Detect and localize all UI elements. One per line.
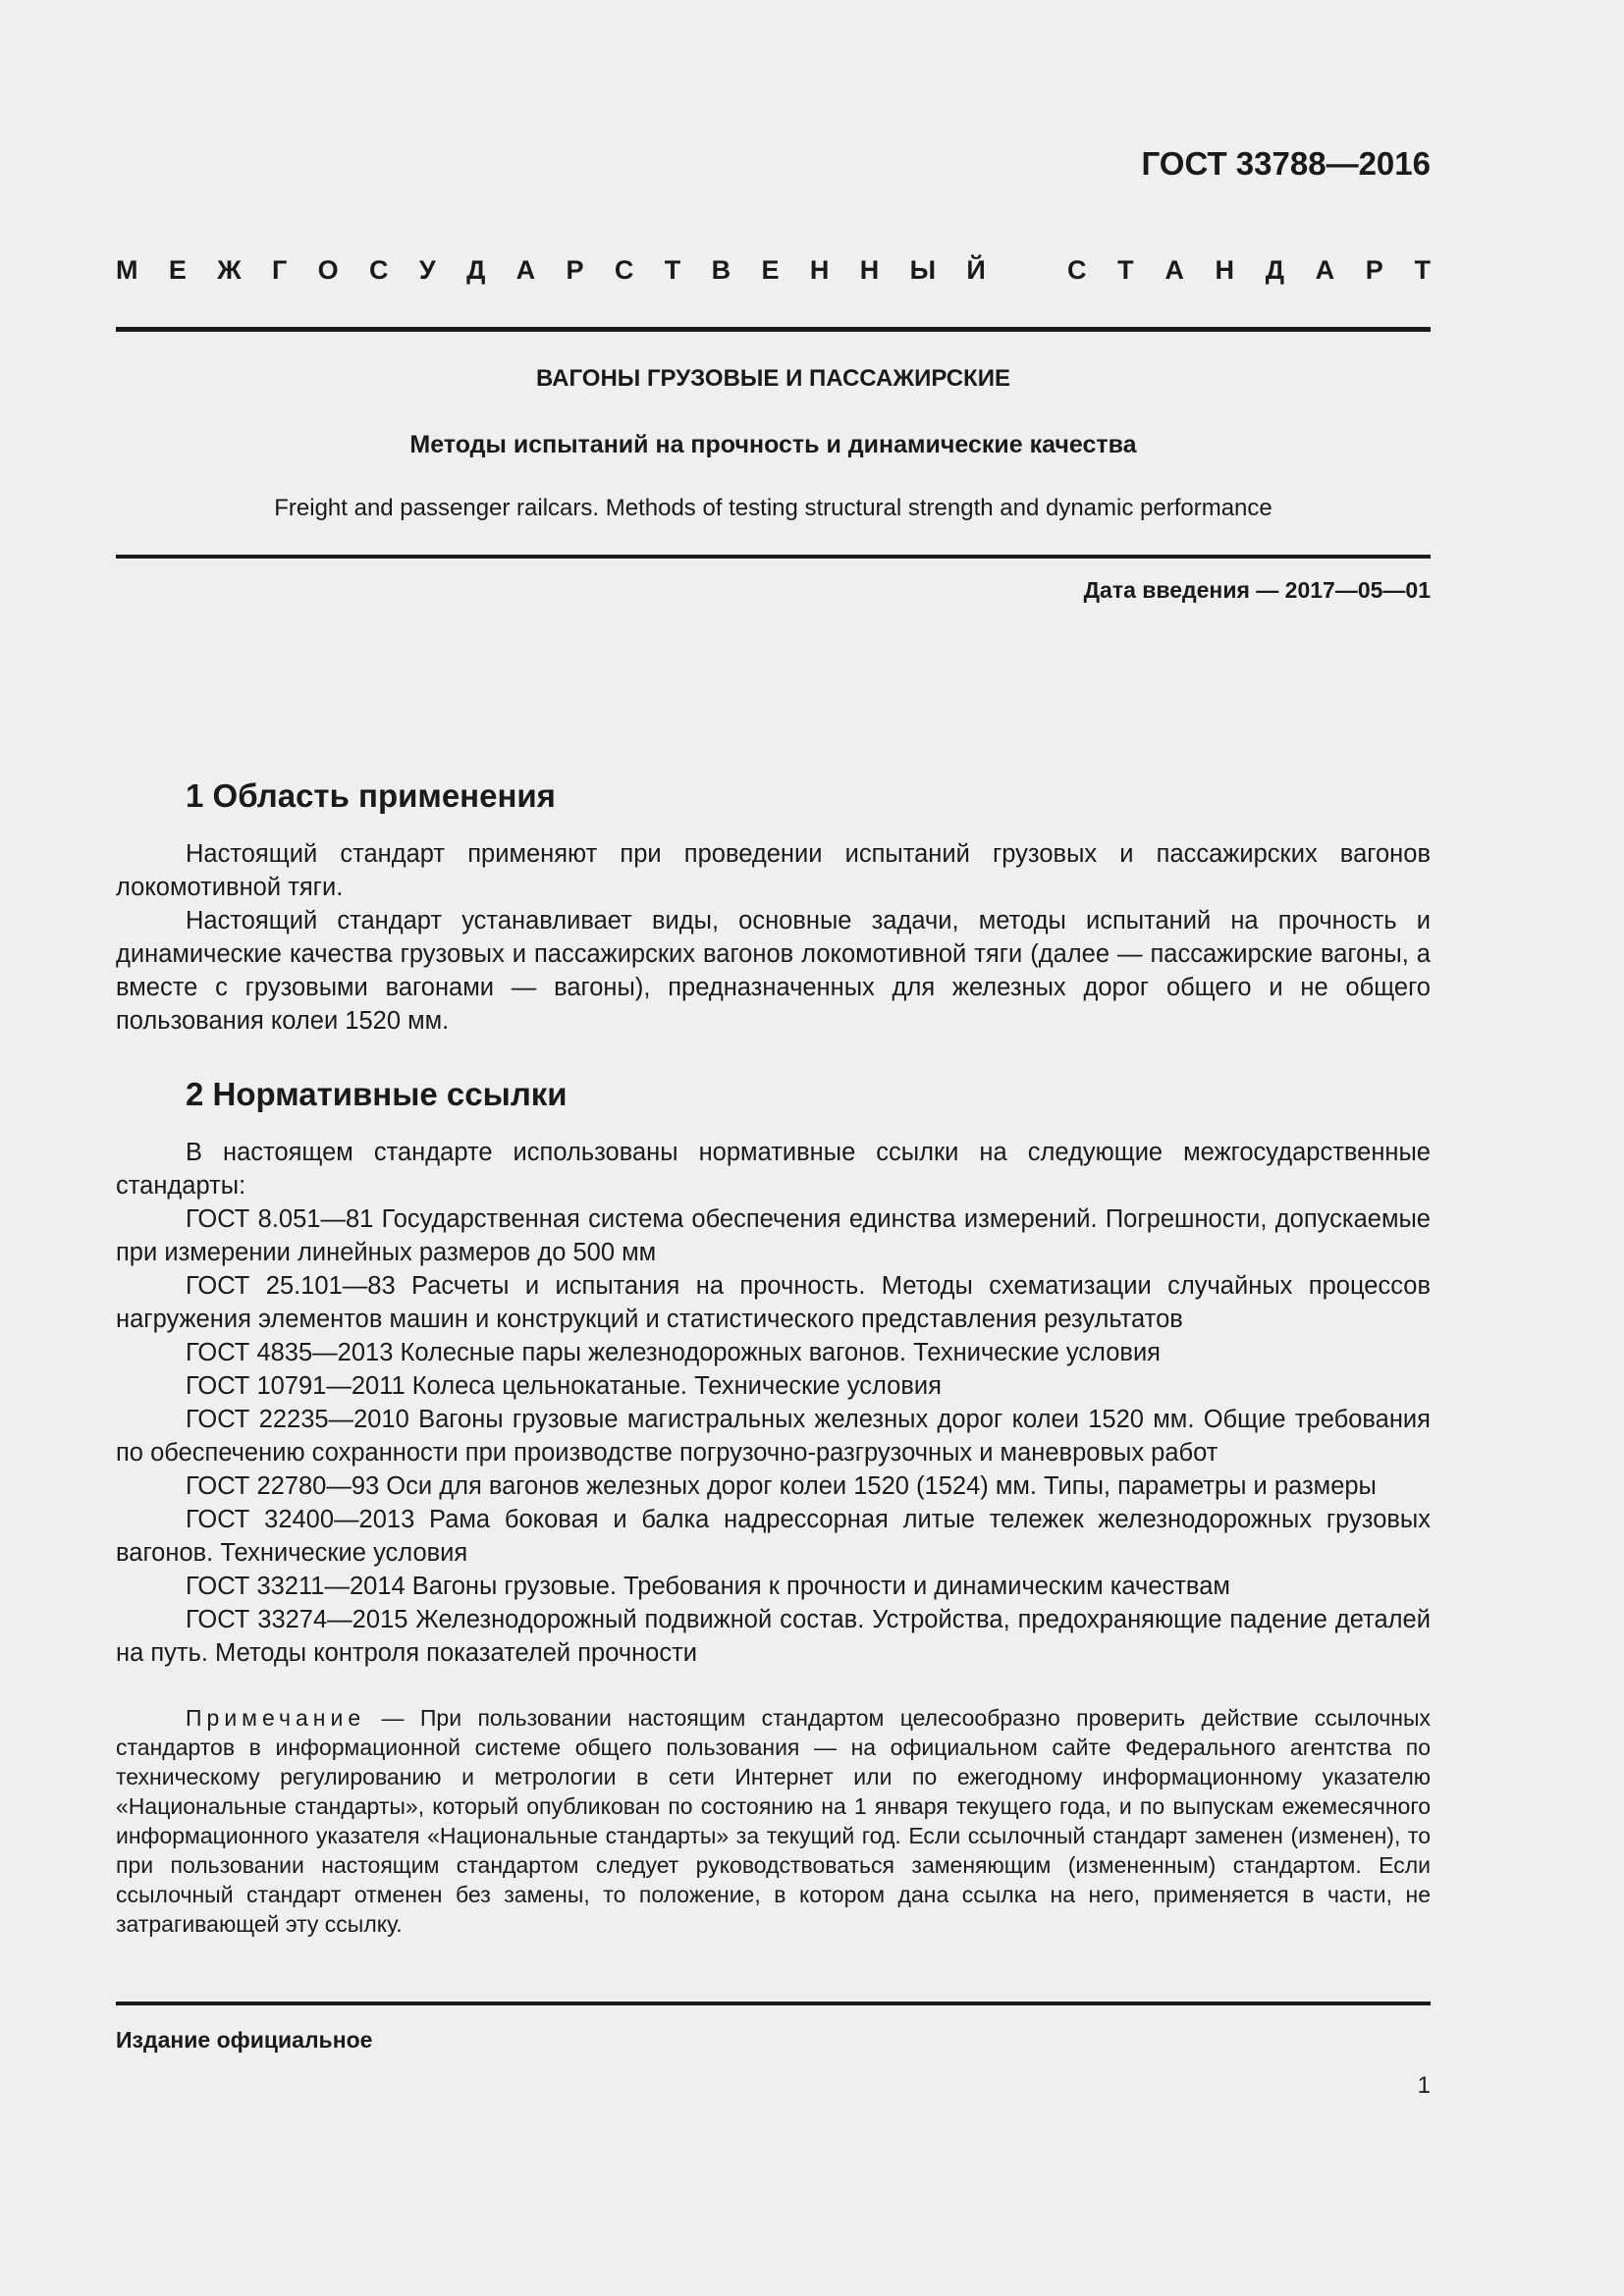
banner-letter: Г: [272, 255, 288, 285]
banner-letter: Т: [664, 255, 681, 285]
reference-item: ГОСТ 25.101—83 Расчеты и испытания на прочность. Методы схематизации случайных процессов нагружения элементов машин и конструкций и статистического представления результатов: [116, 1272, 1431, 1333]
standard-type-word-1: [116, 255, 986, 286]
footer-rule: [116, 2002, 1431, 2005]
scope-paragraph: Настоящий стандарт устанавливает виды, основные задачи, методы испытаний на прочность и динамические качества грузовых и пассажирских вагонов локомотивной тяги (далее — пассажирские вагоны, а вместе с грузовыми вагонами — вагоны), предназначенных для железных дорог общего и не общего пользования колеи 1520 мм.: [116, 907, 1431, 1035]
reference-item: ГОСТ 22235—2010 Вагоны грузовые магистральных железных дорог колеи 1520 мм. Общие требования по обеспечению сохранности при производстве погрузочно-разгрузочных и маневровых работ: [116, 1406, 1431, 1467]
note-text: — При пользовании настоящим стандартом целесообразно проверить действие ссылочных стандартов в информационной системе общего пользования — на официальном сайте Федерального агентства по техническому регулированию и метрологии в сети Интернет или по ежегодному информационному указателю «Национальные стандарты», который опубликован по состоянию на 1 января текущего года, и по выпускам ежемесячного информационного указателя «Национальные стандарты» за текущий год. Если ссылочный стандарт заменен (изменен), то при пользовании настоящим стандартом следует руководствоваться заменяющим (измененным) стандартом. Если ссылочный стандарт отменен без замены, то положение, в котором дана ссылка на него, применяется в части, не затрагивающей эту ссылку.: [116, 1705, 1431, 1937]
banner-letter: Е: [761, 255, 780, 285]
reference-item: ГОСТ 4835—2013 Колесные пары железнодорожных вагонов. Технические условия: [186, 1339, 1161, 1366]
banner-letter: Й: [966, 255, 986, 285]
document-subtitle: Методы испытаний на прочность и динамические качества: [409, 431, 1137, 458]
introduction-date: Дата введения — 2017—05—01: [1083, 577, 1431, 603]
english-title: Freight and passenger railcars. Methods of testing structural strength and dynamic performance: [274, 495, 1272, 521]
title-rule: [116, 555, 1431, 559]
banner-letter: Т: [1414, 255, 1431, 285]
scope-paragraph: Настоящий стандарт применяют при проведении испытаний грузовых и пассажирских вагонов локомотивной тяги.: [116, 840, 1431, 901]
section-heading-references: 2 Нормативные ссылки: [186, 1076, 568, 1112]
reference-item: ГОСТ 33274—2015 Железнодорожный подвижной состав. Устройства, предохраняющие падение деталей на путь. Методы контроля показателей прочности: [116, 1606, 1431, 1667]
banner-letter: Н: [859, 255, 880, 285]
page-number: 1: [1417, 2072, 1431, 2099]
references-intro: В настоящем стандарте использованы нормативные ссылки на следующие межгосударственные стандарты:: [116, 1139, 1431, 1200]
banner-letter: А: [1315, 255, 1335, 285]
reference-item: ГОСТ 32400—2013 Рама боковая и балка надрессорная литые тележек железнодорожных грузовых вагонов. Технические условия: [116, 1506, 1431, 1567]
references-note: [116, 1703, 1431, 1939]
banner-letter: Н: [1215, 255, 1235, 285]
scope-section: [116, 837, 1431, 1038]
banner-letter: Н: [809, 255, 830, 285]
document-title: ВАГОНЫ ГРУЗОВЫЕ И ПАССАЖИРСКИЕ: [536, 365, 1010, 392]
banner-letter: А: [1164, 255, 1184, 285]
document-number: ГОСТ 33788—2016: [1141, 145, 1431, 182]
banner-letter: О: [317, 255, 339, 285]
banner-letter: Ы: [909, 255, 937, 285]
banner-letter: Т: [1117, 255, 1134, 285]
reference-item: ГОСТ 22780—93 Оси для вагонов железных дорог колеи 1520 (1524) мм. Типы, параметры и размеры: [186, 1472, 1377, 1500]
banner-letter: Д: [466, 255, 486, 285]
banner-letter: У: [418, 255, 436, 285]
banner-letter: С: [369, 255, 389, 285]
top-rule: [116, 327, 1431, 332]
note-label: Примечание: [186, 1705, 366, 1731]
banner-letter: Р: [566, 255, 584, 285]
banner-letter: Д: [1265, 255, 1284, 285]
reference-item: ГОСТ 10791—2011 Колеса цельнокатаные. Технические условия: [186, 1372, 942, 1400]
banner-letter: С: [614, 255, 634, 285]
standard-type-banner: [116, 255, 1431, 286]
banner-letter: С: [1067, 255, 1087, 285]
banner-letter: Е: [168, 255, 187, 285]
references-section: [116, 1136, 1431, 1670]
banner-letter: А: [515, 255, 536, 285]
official-edition-label: Издание официальное: [116, 2027, 373, 2053]
banner-letter: В: [711, 255, 731, 285]
standard-type-word-2: [1067, 255, 1431, 286]
banner-letter: Р: [1365, 255, 1383, 285]
note-paragraph: [116, 1703, 1431, 1939]
reference-item: ГОСТ 33211—2014 Вагоны грузовые. Требования к прочности и динамическим качествам: [186, 1573, 1230, 1600]
banner-letter: М: [116, 255, 138, 285]
section-heading-scope: 1 Область применения: [186, 777, 556, 814]
reference-item: ГОСТ 8.051—81 Государственная система обеспечения единства измерений. Погрешности, допускаемые при измерении линейных размеров до 500 мм: [116, 1205, 1431, 1266]
banner-letter: Ж: [217, 255, 242, 285]
